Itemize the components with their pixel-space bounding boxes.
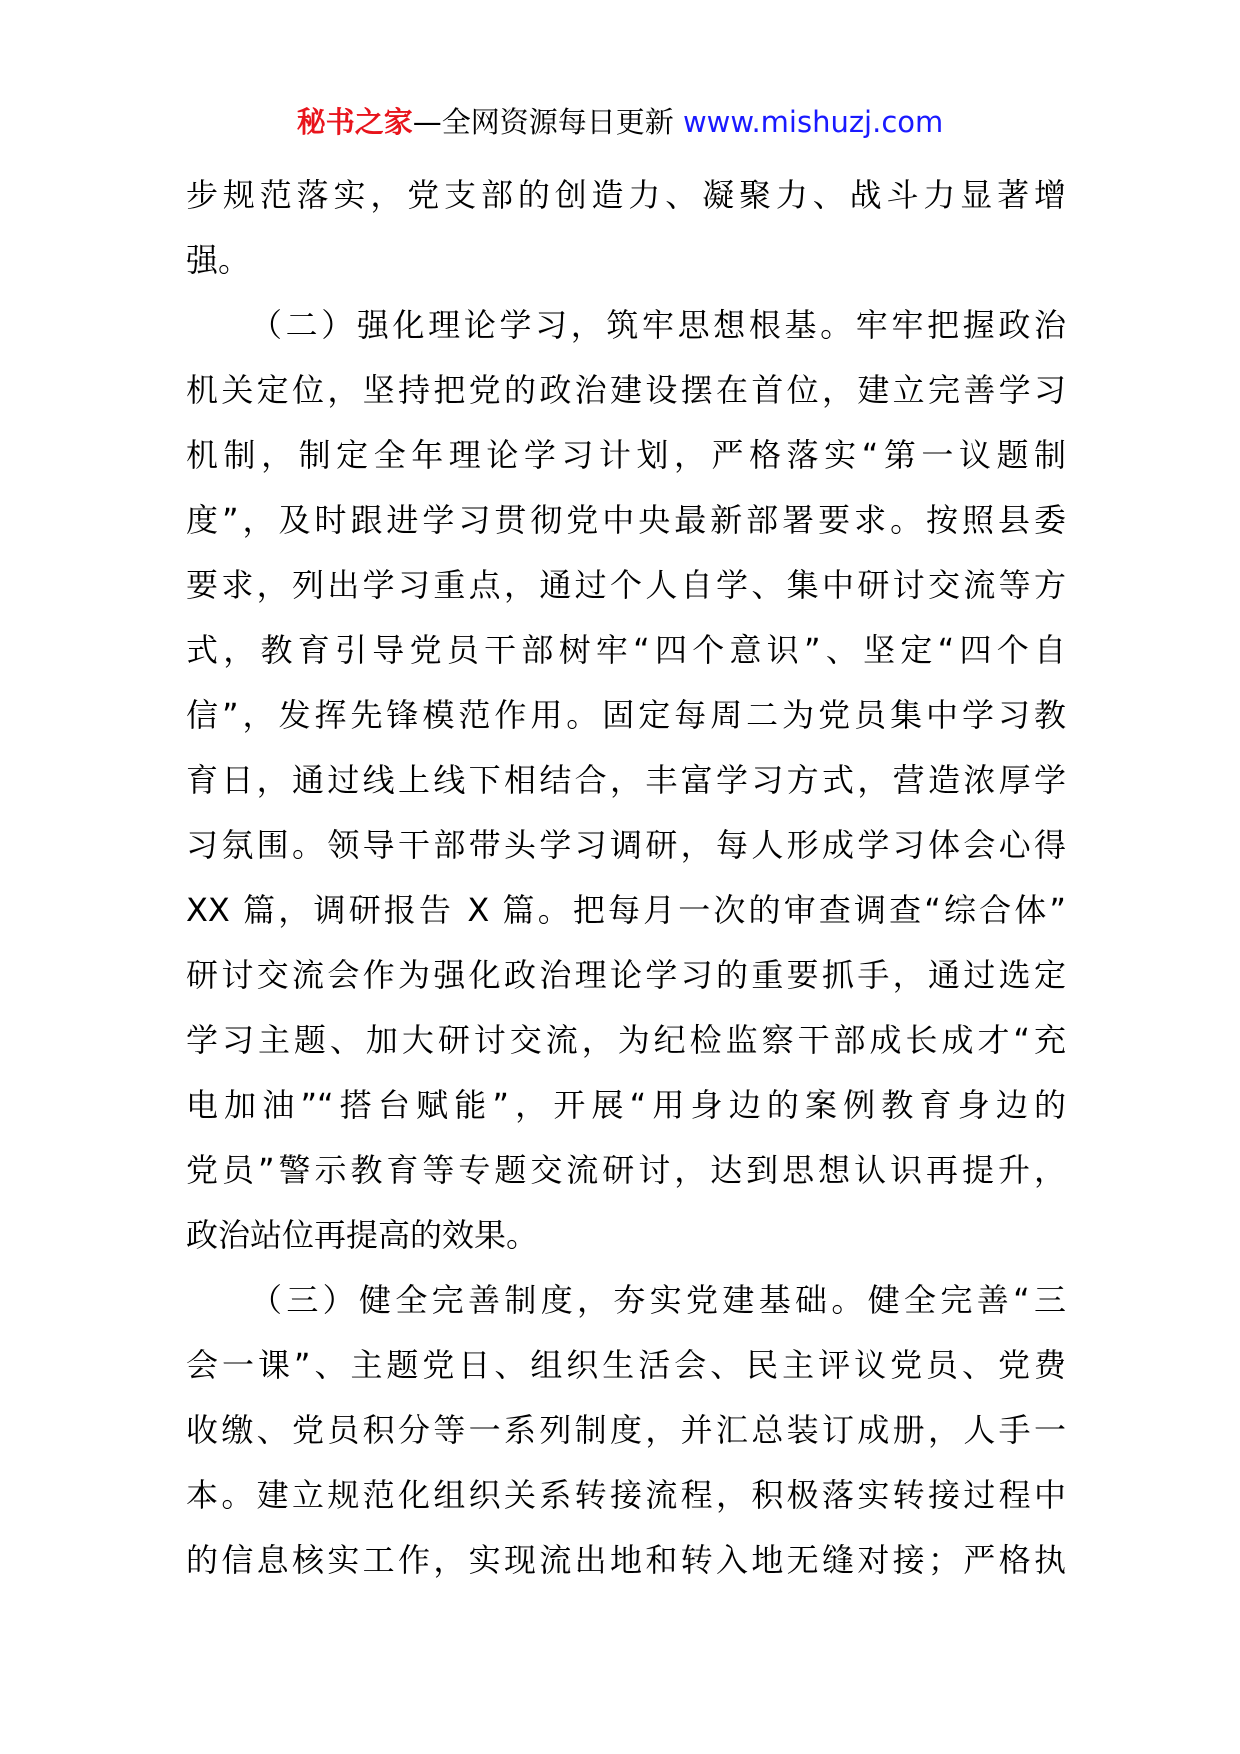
site-header-banner <box>0 100 1240 144</box>
body-line: 电加油”“搭台赋能”，开展“用身边的案例教育身边的 <box>186 1086 1066 1124</box>
document-body <box>186 163 1066 1593</box>
body-line: 信”，发挥先锋模范作用。固定每周二为党员集中学习教 <box>186 696 1066 734</box>
body-line: 要求，列出学习重点，通过个人自学、集中研讨交流等方 <box>186 566 1066 604</box>
body-line: 机制，制定全年理论学习计划，严格落实“第一议题制 <box>186 436 1066 474</box>
body-line: 机关定位，坚持把党的政治建设摆在首位，建立完善学习 <box>186 371 1066 409</box>
body-line: 收缴、党员积分等一系列制度，并汇总装订成册，人手一 <box>186 1411 1066 1449</box>
body-line: 度”，及时跟进学习贯彻党中央最新部署要求。按照县委 <box>186 501 1066 539</box>
body-line: 学习主题、加大研讨交流，为纪检监察干部成长成才“充 <box>186 1021 1066 1059</box>
body-line: 习氛围。领导干部带头学习调研，每人形成学习体会心得 <box>186 826 1066 864</box>
section-heading-line: （二）强化理论学习，筑牢思想根基。牢牢把握政治 <box>250 306 1066 344</box>
body-line: 育日，通过线上线下相结合，丰富学习方式，营造浓厚学 <box>186 761 1066 799</box>
body-line: 党员”警示教育等专题交流研讨，达到思想认识再提升， <box>186 1151 1066 1189</box>
body-line: 会一课”、主题党日、组织生活会、民主评议党员、党费 <box>186 1346 1066 1384</box>
section-heading-line: （三）健全完善制度，夯实党建基础。健全完善“三 <box>250 1281 1066 1319</box>
body-line: 政治站位再提高的效果。 <box>186 1216 539 1254</box>
site-url-link[interactable]: www.mishuzj.com <box>682 105 944 139</box>
body-line: 研讨交流会作为强化政治理论学习的重要抓手，通过选定 <box>186 956 1066 994</box>
body-line: 步规范落实，党支部的创造力、凝聚力、战斗力显著增 <box>186 176 1066 214</box>
body-line: 强。 <box>186 241 251 279</box>
body-line: 本。建立规范化组织关系转接流程，积极落实转接过程中 <box>186 1476 1066 1514</box>
header-tagline: —全网资源每日更新 <box>412 105 674 139</box>
body-line: 式，教育引导党员干部树牢“四个意识”、坚定“四个自 <box>186 631 1066 669</box>
body-line: 的信息核实工作，实现流出地和转入地无缝对接；严格执 <box>186 1541 1066 1579</box>
brand-name: 秘书之家 <box>296 105 413 139</box>
body-line: XX 篇，调研报告 X 篇。把每月一次的审查调查“综合体” <box>186 891 1066 929</box>
